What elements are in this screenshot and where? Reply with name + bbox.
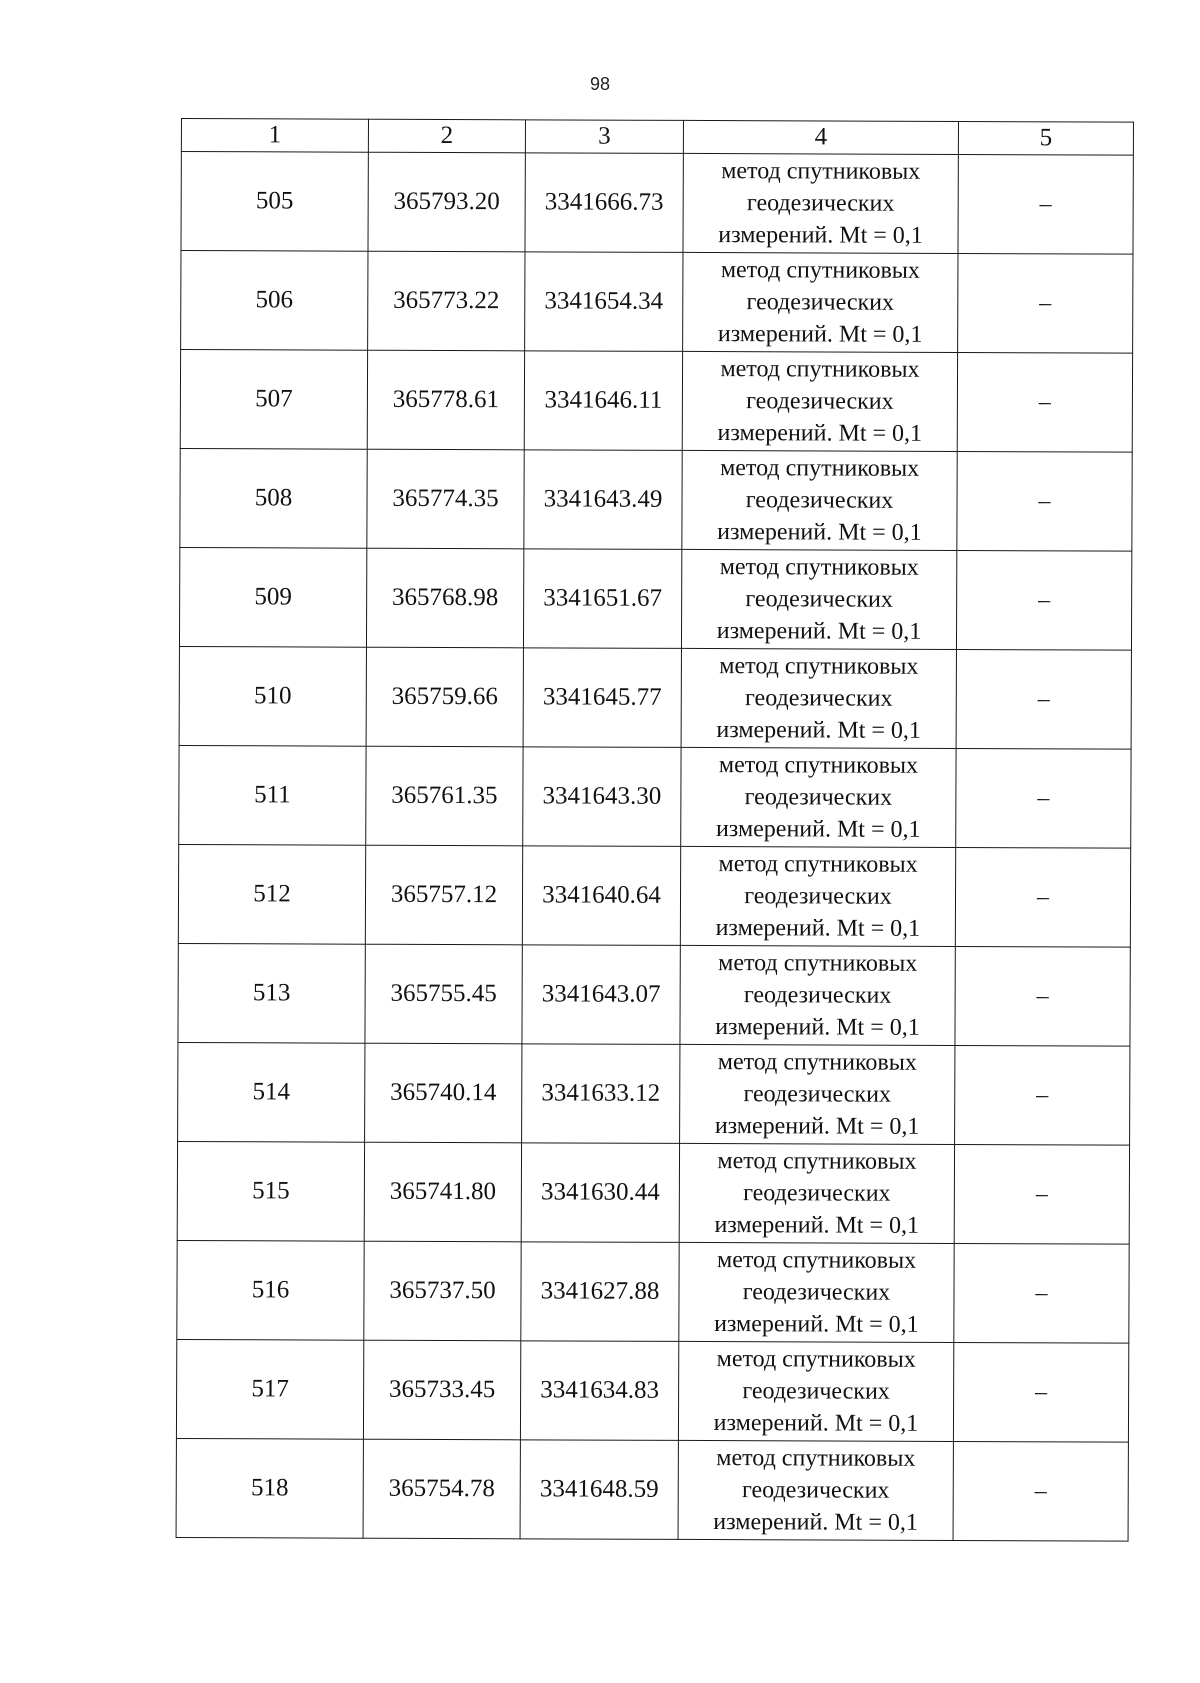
coordinate-x-cell: 365778.61 <box>367 350 524 450</box>
point-number-cell: 511 <box>179 745 366 845</box>
method-line: метод спутниковых <box>718 752 919 779</box>
coordinate-y-cell: 3341634.83 <box>520 1341 678 1441</box>
column-header-2: 2 <box>368 119 525 153</box>
coordinate-y-cell: 3341640.64 <box>522 846 680 946</box>
point-number-cell: 509 <box>179 547 366 647</box>
method-line: геодезических <box>744 685 893 712</box>
method-line: измерений. Mt = 0,1 <box>716 618 922 645</box>
table-row <box>180 350 1132 453</box>
table-row <box>176 1339 1128 1442</box>
note-cell: – <box>957 352 1132 452</box>
method-line: геодезических <box>744 883 892 910</box>
coordinate-y-cell: 3341666.73 <box>525 153 683 253</box>
method-line: метод спутниковых <box>717 1049 917 1076</box>
coordinate-y-cell: 3341654.34 <box>525 252 683 352</box>
coordinate-x-cell: 365774.35 <box>367 449 524 549</box>
table-row <box>180 448 1132 551</box>
header-row <box>181 119 1133 156</box>
method-cell <box>678 1440 953 1540</box>
table-row <box>181 152 1133 255</box>
coordinate-y-cell: 3341643.07 <box>522 945 680 1045</box>
method-cell <box>681 747 956 847</box>
coordinate-x-cell: 365768.98 <box>366 548 523 648</box>
column-header-4: 4 <box>683 120 958 154</box>
coordinate-x-cell: 365773.22 <box>368 251 525 351</box>
method-line: геодезических <box>743 1081 892 1108</box>
table-row <box>177 1240 1129 1343</box>
coordinate-y-cell: 3341627.88 <box>521 1242 679 1342</box>
method-line: измерений. Mt = 0,1 <box>714 1311 919 1338</box>
method-line: геодезических <box>744 784 893 811</box>
table-body <box>176 152 1133 1542</box>
point-number-cell: 514 <box>178 1042 365 1142</box>
point-number-cell: 512 <box>178 844 365 944</box>
coordinate-y-cell: 3341633.12 <box>522 1044 680 1144</box>
method-line: метод спутниковых <box>718 851 918 878</box>
method-cell <box>683 153 958 253</box>
note-cell: – <box>955 946 1130 1046</box>
page-number: 98 <box>589 74 611 94</box>
method-line: геодезических <box>745 586 893 613</box>
table-row <box>179 547 1131 650</box>
coordinate-x-cell: 365741.80 <box>364 1142 521 1242</box>
table-header <box>181 119 1133 156</box>
method-line: метод спутниковых <box>717 1148 917 1175</box>
method-line: геодезических <box>746 388 894 415</box>
method-line: измерений. Mt = 0,1 <box>714 1113 920 1140</box>
point-number-cell: 508 <box>180 448 367 548</box>
coordinate-y-cell: 3341630.44 <box>521 1143 679 1243</box>
method-line: геодезических <box>743 1180 891 1207</box>
method-line: метод спутниковых <box>717 1247 917 1274</box>
method-cell <box>680 1044 955 1144</box>
method-line: метод спутниковых <box>716 1445 916 1472</box>
point-number-cell: 516 <box>177 1240 364 1340</box>
note-cell: – <box>958 253 1133 353</box>
table-row <box>177 1141 1129 1244</box>
method-line: метод спутниковых <box>719 554 919 581</box>
table-row <box>178 844 1130 947</box>
coordinate-x-cell: 365754.78 <box>363 1439 520 1539</box>
coordinate-y-cell: 3341648.59 <box>520 1440 678 1540</box>
method-line: измерений. Mt = 0,1 <box>716 717 921 744</box>
point-number-cell: 510 <box>179 646 366 746</box>
method-cell <box>678 1341 953 1441</box>
method-line: геодезических <box>742 1378 890 1405</box>
method-line: геодезических <box>741 1477 890 1504</box>
column-header-3: 3 <box>525 120 683 154</box>
point-number-cell: 517 <box>176 1339 363 1439</box>
coordinate-x-cell: 365740.14 <box>365 1043 522 1143</box>
method-line: измерений. Mt = 0,1 <box>718 222 923 249</box>
point-number-cell: 513 <box>178 943 365 1043</box>
table-row <box>178 1042 1130 1145</box>
coordinate-y-cell: 3341643.30 <box>523 747 681 847</box>
point-number-cell: 515 <box>177 1141 364 1241</box>
method-line: метод спутниковых <box>720 455 920 482</box>
table-row <box>176 1438 1128 1541</box>
method-line: геодезических <box>745 487 894 514</box>
coordinate-x-cell: 365737.50 <box>364 1241 521 1341</box>
method-cell <box>679 1143 954 1243</box>
method-line: измерений. Mt = 0,1 <box>715 1014 920 1041</box>
point-number-cell: 506 <box>181 251 368 351</box>
method-cell <box>680 945 955 1045</box>
method-cell <box>681 549 956 649</box>
method-line: измерений. Mt = 0,1 <box>717 519 922 546</box>
coordinate-y-cell: 3341645.77 <box>523 648 681 748</box>
method-cell <box>682 351 957 451</box>
method-cell <box>680 846 955 946</box>
note-cell: – <box>956 748 1131 848</box>
method-cell <box>681 648 956 748</box>
note-cell: – <box>953 1342 1128 1442</box>
method-line: измерений. Mt = 0,1 <box>714 1212 920 1239</box>
note-cell: – <box>955 1045 1130 1145</box>
table-row <box>178 943 1130 1046</box>
table-row <box>181 251 1133 354</box>
method-line: метод спутниковых <box>720 257 921 284</box>
coordinates-table-wrapper <box>176 118 1133 1542</box>
note-cell: – <box>957 451 1132 551</box>
method-line: геодезических <box>746 289 895 316</box>
method-cell <box>679 1242 954 1342</box>
coordinate-y-cell: 3341646.11 <box>524 351 682 451</box>
coordinate-x-cell: 365759.66 <box>366 647 523 747</box>
method-line: измерений. Mt = 0,1 <box>715 816 921 843</box>
note-cell: – <box>954 1144 1129 1244</box>
table-row <box>179 646 1131 749</box>
method-line: метод спутниковых <box>720 356 920 383</box>
method-line: измерений. Mt = 0,1 <box>717 321 923 348</box>
method-line: геодезических <box>742 1279 891 1306</box>
note-cell: – <box>956 649 1131 749</box>
method-line: геодезических <box>746 190 895 217</box>
coordinate-x-cell: 365761.35 <box>366 746 523 846</box>
method-cell <box>682 450 957 550</box>
column-header-5: 5 <box>958 121 1133 155</box>
method-line: метод спутниковых <box>719 653 919 680</box>
note-cell: – <box>956 550 1131 650</box>
method-line: метод спутниковых <box>718 950 918 977</box>
note-cell: – <box>953 1441 1128 1541</box>
method-line: измерений. Mt = 0,1 <box>713 1410 919 1437</box>
coordinate-x-cell: 365733.45 <box>363 1340 520 1440</box>
point-number-cell: 518 <box>176 1438 363 1538</box>
point-number-cell: 505 <box>181 152 368 252</box>
method-line: измерений. Mt = 0,1 <box>717 420 923 447</box>
table-row <box>179 745 1131 848</box>
coordinate-y-cell: 3341651.67 <box>523 549 681 649</box>
coordinate-x-cell: 365757.12 <box>365 845 522 945</box>
method-line: геодезических <box>743 982 892 1009</box>
method-cell <box>683 252 958 352</box>
method-line: метод спутниковых <box>721 158 921 185</box>
note-cell: – <box>954 1243 1129 1343</box>
method-line: метод спутниковых <box>716 1346 916 1373</box>
coordinate-x-cell: 365755.45 <box>365 944 522 1044</box>
note-cell: – <box>958 154 1133 254</box>
coordinate-x-cell: 365793.20 <box>368 152 525 252</box>
coordinates-table <box>176 118 1134 1542</box>
method-line: измерений. Mt = 0,1 <box>715 915 921 942</box>
method-line: измерений. Mt = 0,1 <box>713 1509 918 1536</box>
note-cell: – <box>955 847 1130 947</box>
column-header-1: 1 <box>181 119 368 153</box>
coordinate-y-cell: 3341643.49 <box>524 450 682 550</box>
point-number-cell: 507 <box>180 350 367 450</box>
